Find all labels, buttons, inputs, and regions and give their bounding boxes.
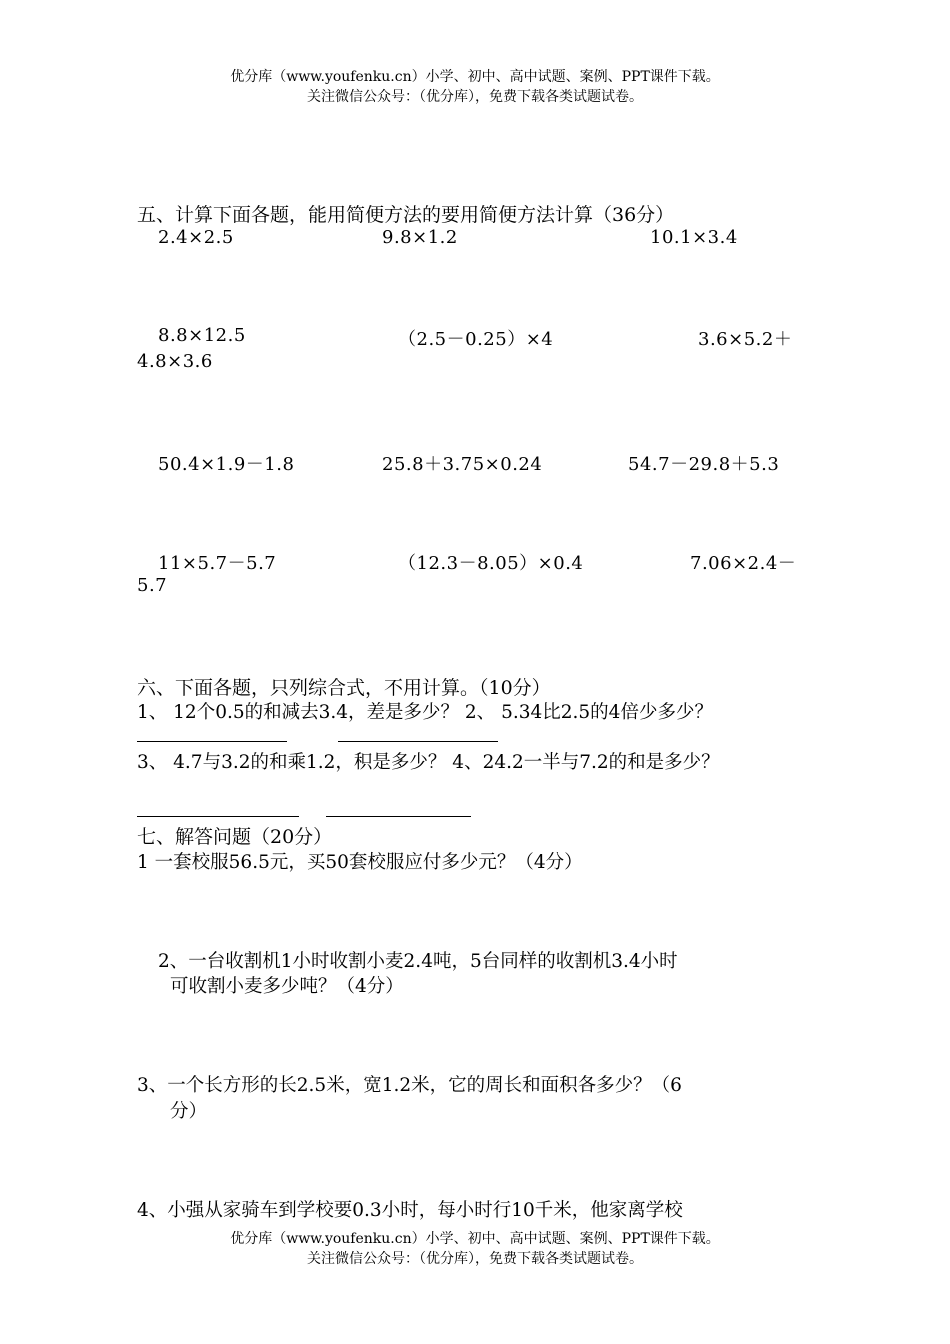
section-6-title: 六、下面各题，只列综合式，不用计算。（10分） — [137, 677, 551, 699]
calc-item: 10.1×3.4 — [650, 227, 738, 248]
calc-item-wrap: 4.8×3.6 — [137, 351, 213, 372]
calc-item-wrap: 5.7 — [137, 575, 168, 596]
calc-item: 7.06×2.4－ — [690, 553, 797, 574]
header-line-2: 关注微信公众号：（优分库），免费下载各类试题试卷。 — [307, 89, 643, 105]
answer-line — [137, 741, 287, 742]
calc-item: 50.4×1.9－1.8 — [158, 454, 295, 475]
problem-1: 1 一套校服56.5元，买50套校服应付多少元？（4分） — [137, 852, 583, 873]
problem-4-line-1: 4、小强从家骑车到学校要0.3小时，每小时行10千米，他家离学校 — [137, 1200, 683, 1221]
problem-2-line-2: 可收割小麦多少吨？（4分） — [170, 976, 404, 997]
calc-item: 8.8×12.5 — [158, 325, 246, 346]
header-line-1: 优分库（www.youfenku.cn）小学、初中、高中试题、案例、PPT课件下载。 — [230, 69, 720, 85]
answer-line — [338, 741, 498, 742]
footer-line-1: 优分库（www.youfenku.cn）小学、初中、高中试题、案例、PPT课件下载。 — [230, 1231, 720, 1247]
section-7-title: 七、解答问题（20分） — [137, 826, 333, 848]
calc-item: 9.8×1.2 — [382, 227, 458, 248]
answer-line — [137, 816, 299, 817]
calc-item: 54.7－29.8＋5.3 — [628, 454, 780, 475]
section-6-questions-3-4: 3、 4.7与3.2的和乘1.2，积是多少？ 4、24.2一半与7.2的和是多少？ — [137, 752, 720, 773]
calc-item: 25.8＋3.75×0.24 — [382, 454, 543, 475]
calc-item: 11×5.7－5.7 — [158, 553, 277, 574]
answer-line — [326, 816, 471, 817]
section-5-title: 五、计算下面各题，能用简便方法的要用简便方法计算（36分） — [137, 204, 675, 226]
calc-item: 3.6×5.2＋ — [698, 329, 793, 350]
calc-item: （12.3－8.05）×0.4 — [398, 553, 584, 574]
section-6-questions-1-2: 1、 12个0.5的和减去3.4，差是多少？ 2、 5.34比2.5的4倍少多少？ — [137, 702, 713, 723]
footer-line-2: 关注微信公众号：（优分库），免费下载各类试题试卷。 — [307, 1251, 643, 1267]
problem-3-line-2: 分） — [170, 1101, 208, 1122]
problem-2-line-1: 2、一台收割机1小时收割小麦2.4吨，5台同样的收割机3.4小时 — [158, 951, 678, 972]
problem-3-line-1: 3、一个长方形的长2.5米，宽1.2米，它的周长和面积各多少？（6 — [137, 1075, 682, 1096]
calc-item: （2.5－0.25）×4 — [398, 329, 554, 350]
calc-item: 2.4×2.5 — [158, 227, 234, 248]
